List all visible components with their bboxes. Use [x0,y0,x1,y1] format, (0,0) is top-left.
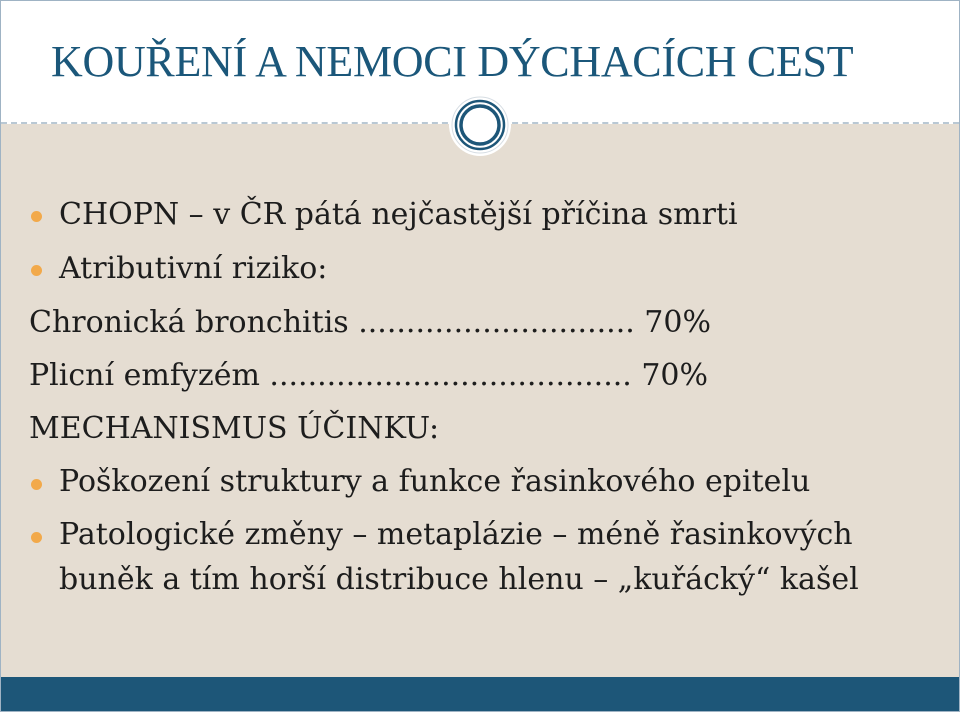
bullet-line-epithelium: Poškození struktury a funkce řasinkového epitelu [59,464,811,499]
bullet-dot-icon [31,265,42,276]
content-area [1,124,959,677]
bullet-dot-icon [31,211,42,222]
slide-title: KOUŘENÍ A NEMOCI DÝCHACÍCH CEST [51,37,854,86]
bullet-line-chopn: CHOPN – v ČR pátá nejčastější příčina smrti [59,197,738,232]
bullet-line-pathological-changes-cont: buněk a tím horší distribuce hlenu – „kuřácký“ kašel [59,562,859,597]
text-line-mechanism-heading: MECHANISMUS ÚČINKU: [29,411,440,446]
concentric-circles-icon [449,94,511,156]
bullet-line-attributive-risk: Atributivní riziko: [59,251,328,286]
bullet-dot-icon [31,479,42,490]
text-line-emphysema: Plicní emfyzém ...................................... 70% [29,358,709,393]
text-line-chronic-bronchitis: Chronická bronchitis ............................. 70% [29,305,711,340]
bullet-dot-icon [31,532,42,543]
footer-bar [1,677,959,711]
bullet-line-pathological-changes: Patologické změny – metaplázie – méně řasinkových [59,517,853,552]
